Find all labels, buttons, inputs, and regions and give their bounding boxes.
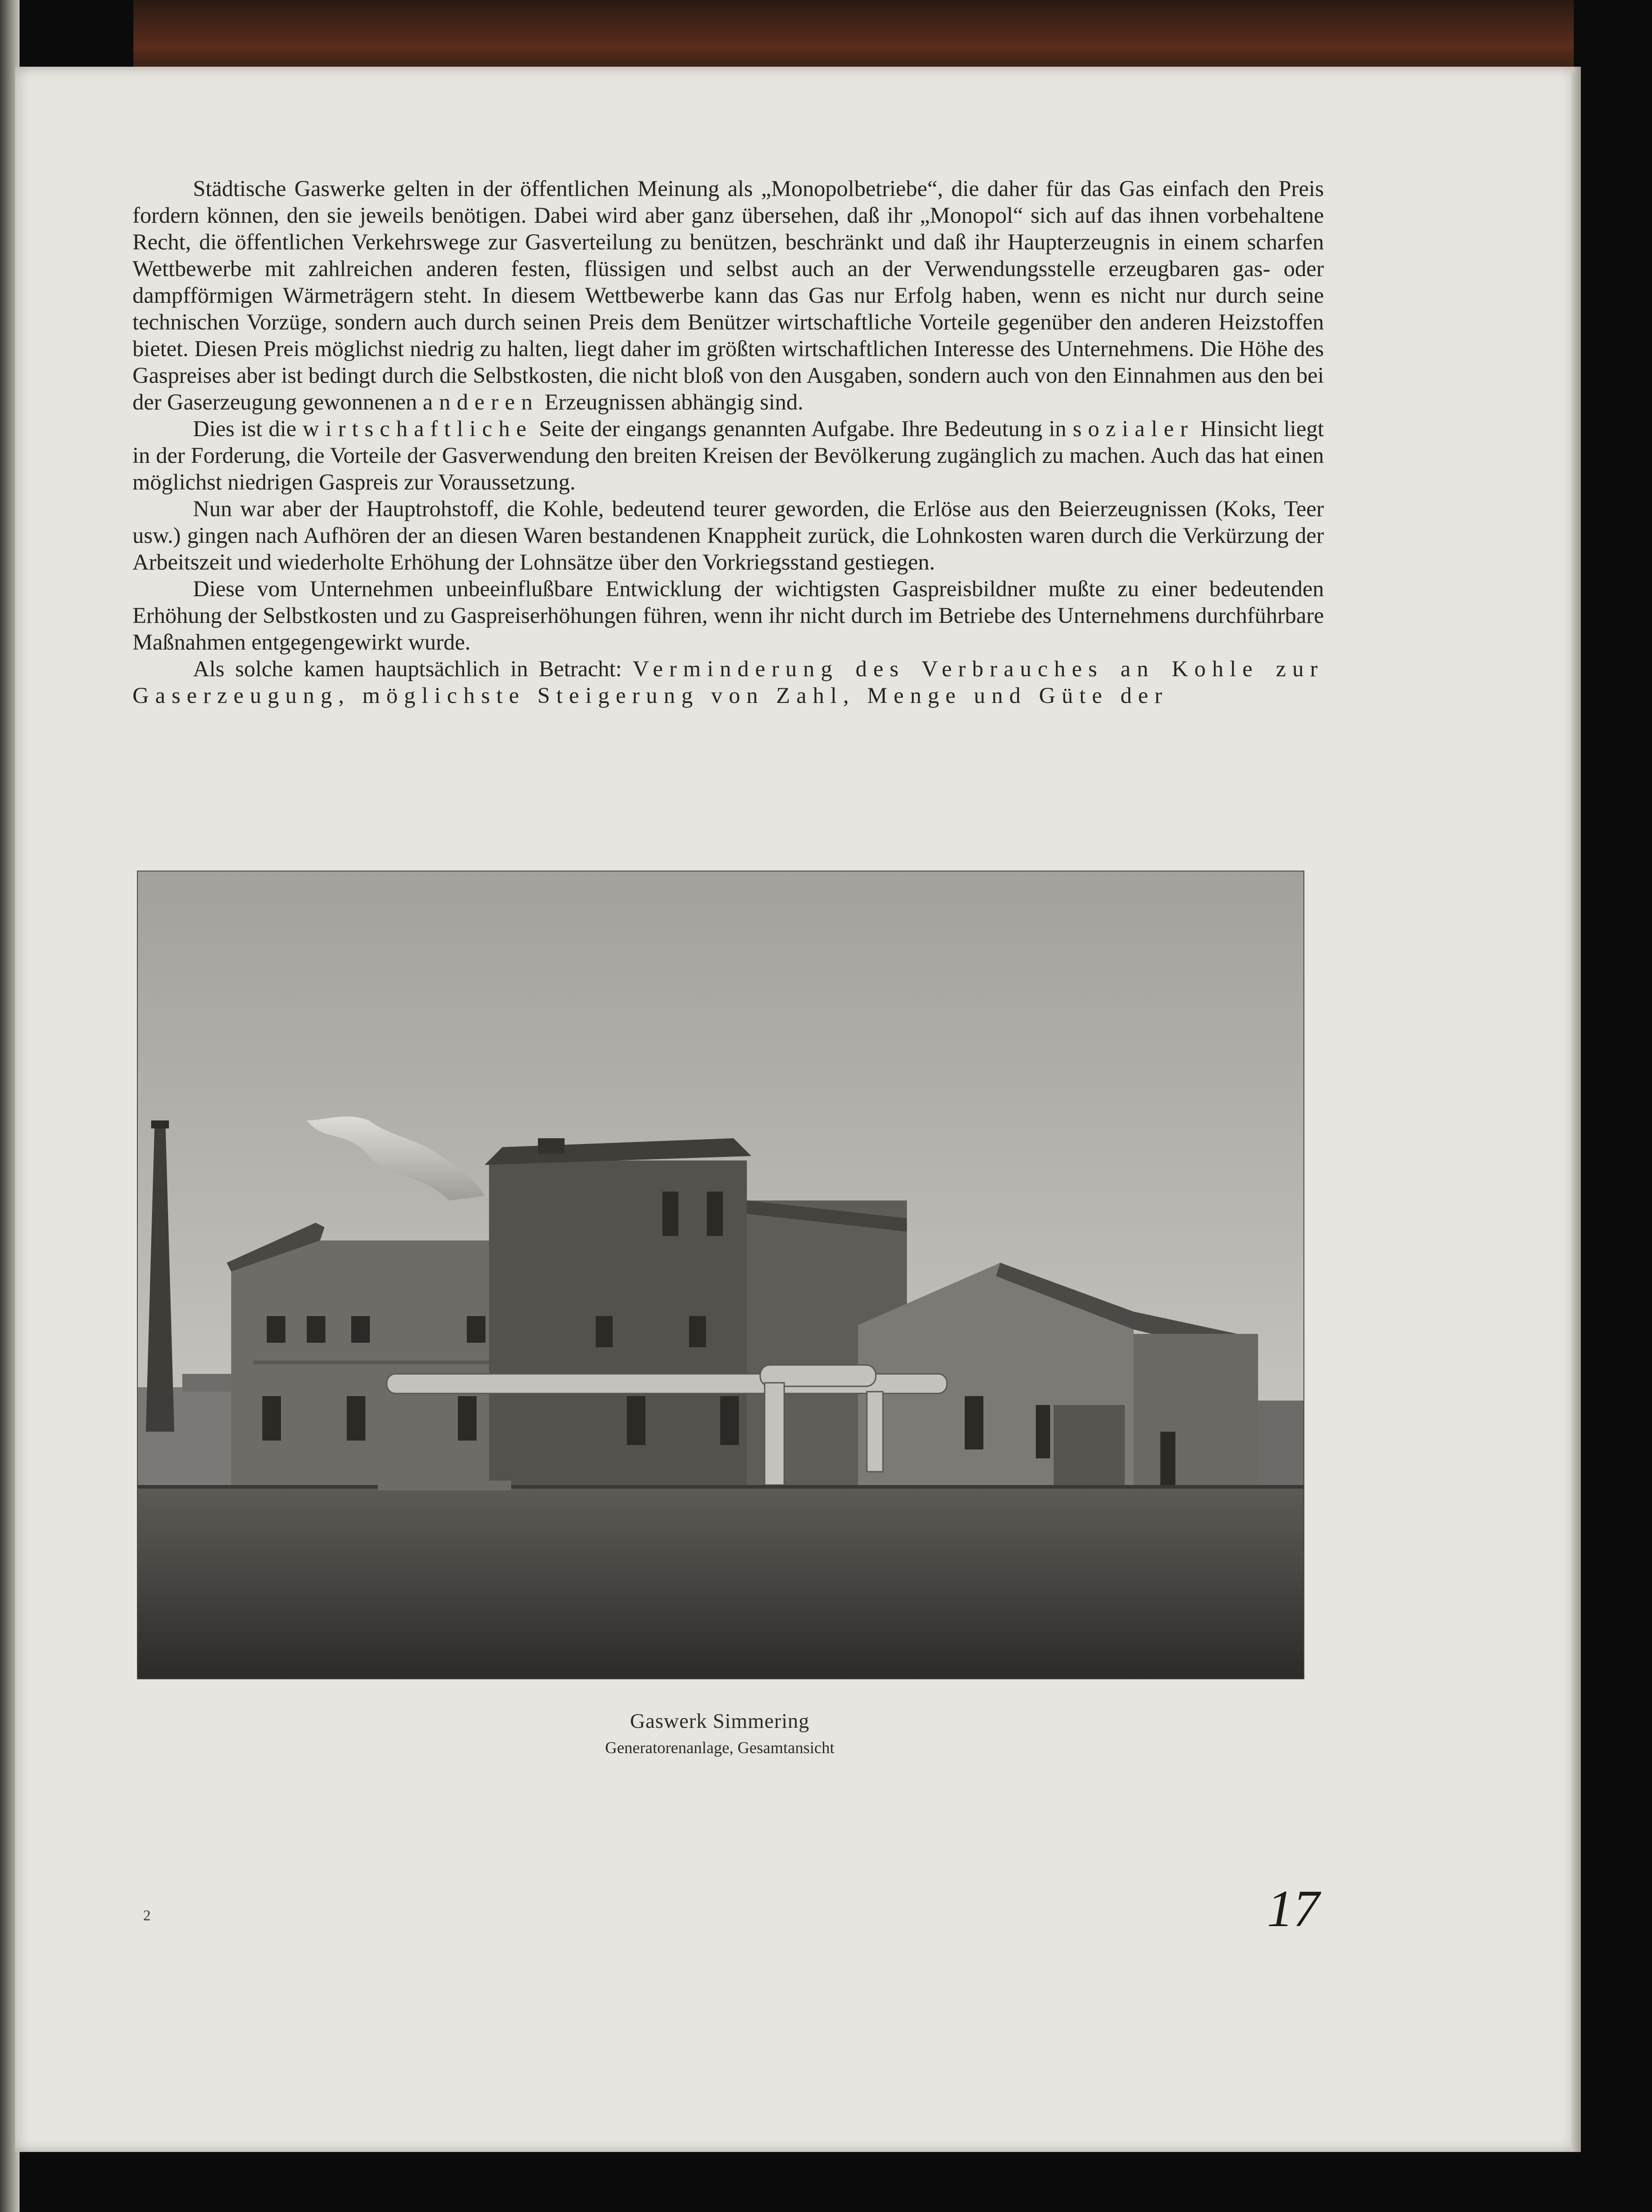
paragraph xyxy=(132,576,1324,656)
figure-caption-subtitle: Generatorenanlage, Gesamtansicht xyxy=(605,1739,834,1757)
text-run: Dies ist die xyxy=(193,417,303,442)
book-cover-edge xyxy=(133,0,1574,67)
page-edge-shadow xyxy=(1571,67,1581,2152)
text-run: Hinsicht liegt in der Forderung, die Vorteile der Gasverwendung den breiten Kreisen der Bevölkerung zugänglich zu machen. Auch das hat einen möglichst niedrigen Gaspreis zur Voraussetzung. xyxy=(132,417,1324,495)
body-text xyxy=(132,176,1324,709)
paragraph xyxy=(132,416,1324,496)
text-run: Nun war aber der Hauptrohstoff, die Kohle, bedeutend teurer geworden, die Erlöse aus den Beierzeugnissen (Koks, Teer usw.) gingen nach Aufhören der an diesen Waren bestandenen Knappheit zurück, die Lohnkosten waren durch die Verkürzung der Arbeitszeit und wiederholte Erhöhung der Lohnsätze über den Vorkriegsstand gestiegen. xyxy=(132,497,1324,575)
photograph-gasworks-generator-plant xyxy=(137,871,1304,1679)
text-run: Als solche kamen hauptsächlich in Betracht: xyxy=(193,657,633,682)
emphasized-text: wirtschaftliche xyxy=(302,417,533,442)
emphasized-text: Verminderung des Verbrauches an Kohle zur Gaserzeugung, möglichste Steigerung von Zahl, Menge und Güte der xyxy=(132,657,1324,708)
text-run: Städtische Gaswerke gelten in der öffentlichen Meinung als „Monopolbetriebe“, die daher für das Gas einfach den Preis fordern können, den sie jeweils benötigen. Dabei wird aber ganz übersehen, daß ihr „Monopol“ sich auf das ihnen vorbehaltene Recht, die öffentlichen Verkehrswege zur Gasverteilung zu benützen, beschränkt und daß ihr Haupterzeugnis in einem scharfen Wettbewerbe mit zahlreichen anderen festen, flüssigen und selbst auch an der Verwendungsstelle erzeugbaren gas- oder dampfförmigen Wärmeträgern steht. In diesem Wettbewerbe kann das Gas nur Erfolg haben, wenn es nicht nur durch seine technischen Vorzüge, sondern auch durch seinen Preis dem Benützer wirtschaftliche Vorteile gegenüber den anderen Heizstoffen bietet. Diesen Preis möglichst niedrig zu halten, liegt daher im größten wirtschaftlichen Interesse des Unternehmens. Die Höhe des Gaspreises aber ist bedingt durch die Selbstkosten, die nicht bloß von den Ausgaben, sondern auch von den Einnahmen aus den bei der Gaserzeugung gewonnenen xyxy=(132,177,1324,415)
emphasized-text: sozialer xyxy=(1073,417,1194,442)
factory-photo-illustration xyxy=(138,871,1303,1678)
text-run: Diese vom Unternehmen unbeeinflußbare Entwicklung der wichtigsten Gaspreisbildner mußte zu einer bedeutenden Erhöhung der Selbstkosten und zu Gaspreiserhöhungen führen, wenn ihr nicht durch im Betriebe des Unternehmens durchführbare Maßnahmen entgegengewirkt wurde. xyxy=(132,577,1324,655)
emphasized-text: anderen xyxy=(422,390,539,415)
signature-mark: 2 xyxy=(143,1907,151,1924)
text-run: Seite der eingangs genannten Aufgabe. Ihre Bedeutung in xyxy=(533,417,1073,442)
figure-caption-title: Gaswerk Simmering xyxy=(630,1710,810,1733)
text-run: Erzeugnissen abhängig sind. xyxy=(539,390,804,415)
paragraph xyxy=(132,656,1324,709)
paragraph xyxy=(132,176,1324,416)
paragraph xyxy=(132,496,1324,576)
page-number: 17 xyxy=(1267,1879,1319,1938)
